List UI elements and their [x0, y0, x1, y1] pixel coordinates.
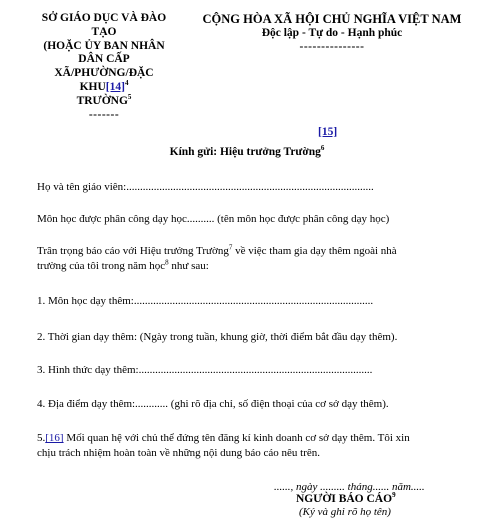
header-divider: -------: [88, 108, 120, 121]
school-line: TRƯỜNG$^5$: [76, 92, 132, 107]
footnote-marker: 6: [320, 144, 325, 153]
national-header: [198, 12, 466, 55]
footnote-marker: 5: [127, 92, 132, 101]
agency-line: SỞ GIÁO DỤC VÀ ĐÀO TẠO: [41, 12, 167, 38]
footnote-link-14[interactable]: [14]: [105, 80, 125, 93]
nation-title: CỘNG HÒA XÃ HỘI CHỦ NGHĨA VIỆT NAM: [202, 12, 462, 26]
footnote-marker: 4: [124, 79, 129, 88]
motto-divider: ---------------: [299, 40, 365, 53]
issuing-agency-header: [40, 12, 168, 122]
teacher-name-field: Họ và tên giáo viên:..........................................................................................: [37, 181, 374, 193]
item-3-format: 3. Hình thức dạy thêm:.....................................................................................: [37, 364, 373, 376]
footnote-marker: 9: [392, 491, 396, 500]
intro-line-1: Trân trọng báo cáo với Hiệu trưởng Trường$^7$ về việc tham gia dạy thêm ngoài nhà: [37, 243, 397, 257]
item-4-location: 4. Địa điểm dạy thêm:............ (ghi rõ địa chỉ, số điện thoại của cơ sở dạy thêm).: [37, 398, 389, 410]
intro-line-2: trường của tôi trong năm học$^8$ như sau:: [37, 258, 209, 272]
item-1-subject: 1. Môn học dạy thêm:.......................................................................................: [37, 295, 374, 307]
item-5-line-1: 5.[16] Mối quan hệ với chủ thể đứng tên đăng kí kinh doanh cơ sở dạy thêm. Tôi xin: [37, 432, 410, 444]
signature-date: ......, ngày ......... tháng...... năm.....: [274, 481, 425, 493]
signature-title: NGƯỜI BÁO CÁO$^9$: [296, 491, 396, 505]
signature-note: (Ký và ghi rõ họ tên): [299, 506, 391, 518]
footnote-marker: 8: [165, 258, 169, 267]
item-5-line-2: chịu trách nhiệm hoàn toàn về những nội dung báo cáo nêu trên.: [37, 447, 321, 459]
item-2-schedule: 2. Thời gian dạy thêm: (Ngày trong tuần, khung giờ, thời điểm bắt đầu dạy thêm).: [37, 331, 398, 343]
assigned-subject-field: Môn học được phân công dạy học.......... (tên môn học được phân công dạy học): [37, 213, 390, 225]
footnote-marker: 7: [228, 243, 233, 252]
national-motto: Độc lập - Tự do - Hạnh phúc: [261, 27, 403, 39]
agency-line: XÃ/PHƯỜNG/ĐẶC $KHU[14]^4$: [54, 67, 154, 93]
footnote-link-16[interactable]: [16]: [45, 432, 64, 444]
footnote-link-15[interactable]: [15]: [318, 126, 338, 138]
agency-line: (HOẶC ỦY BAN NHÂN DÂN CẤP: [43, 39, 165, 66]
addressee: Kính gửi: Hiệu trưởng Trường$^6$: [169, 144, 325, 158]
